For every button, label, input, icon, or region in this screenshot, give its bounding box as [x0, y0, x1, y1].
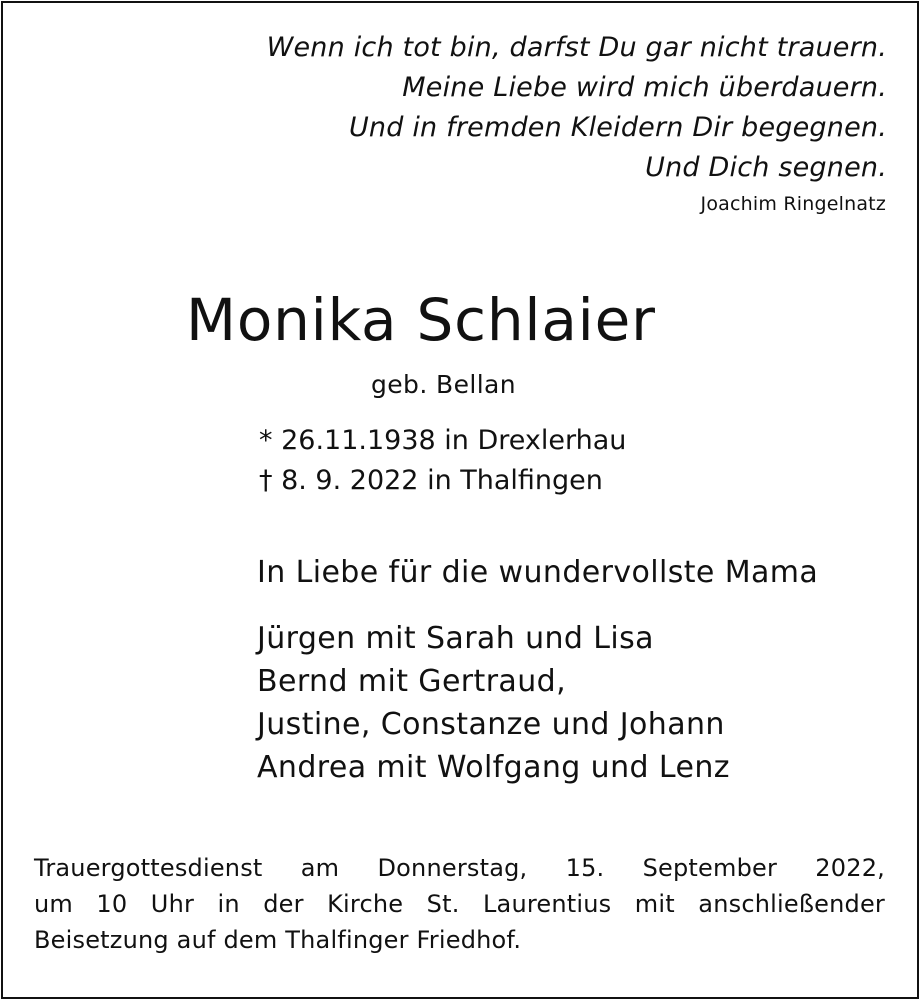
- poem: [267, 28, 887, 188]
- birth-name: geb. Bellan: [371, 370, 517, 399]
- deceased-name: Monika Schlaier: [186, 286, 656, 354]
- service-line: um 10 Uhr in der Kirche St. Laurentius mit anschließender: [34, 890, 885, 918]
- dedication: In Liebe für die wundervollste Mama: [257, 555, 819, 590]
- service-line: Beisetzung auf dem Thalfinger Friedhof.: [34, 926, 522, 954]
- mourners-list: [257, 617, 730, 789]
- mourner-line: Justine, Constanze und Johann: [257, 707, 725, 742]
- service-line: Trauergottesdienst am Donnerstag, 15. September 2022,: [34, 854, 885, 882]
- mourner-line: Jürgen mit Sarah und Lisa: [257, 621, 654, 656]
- mourner-line: Bernd mit Gertraud,: [257, 664, 567, 699]
- birth-date: * 26.11.1938 in Drexlerhau: [259, 425, 627, 456]
- death-date: † 8. 9. 2022 in Thalfingen: [259, 465, 603, 496]
- poem-line: Meine Liebe wird mich überdauern.: [402, 72, 887, 103]
- poem-line: Wenn ich tot bin, darfst Du gar nicht trauern.: [266, 32, 887, 63]
- mourner-line: Andrea mit Wolfgang und Lenz: [257, 750, 730, 785]
- funeral-service-info: [34, 850, 885, 958]
- life-dates: [259, 421, 626, 501]
- poem-line: Und Dich segnen.: [645, 152, 887, 183]
- poem-author: Joachim Ringelnatz: [700, 193, 886, 215]
- poem-line: Und in fremden Kleidern Dir begegnen.: [348, 112, 887, 143]
